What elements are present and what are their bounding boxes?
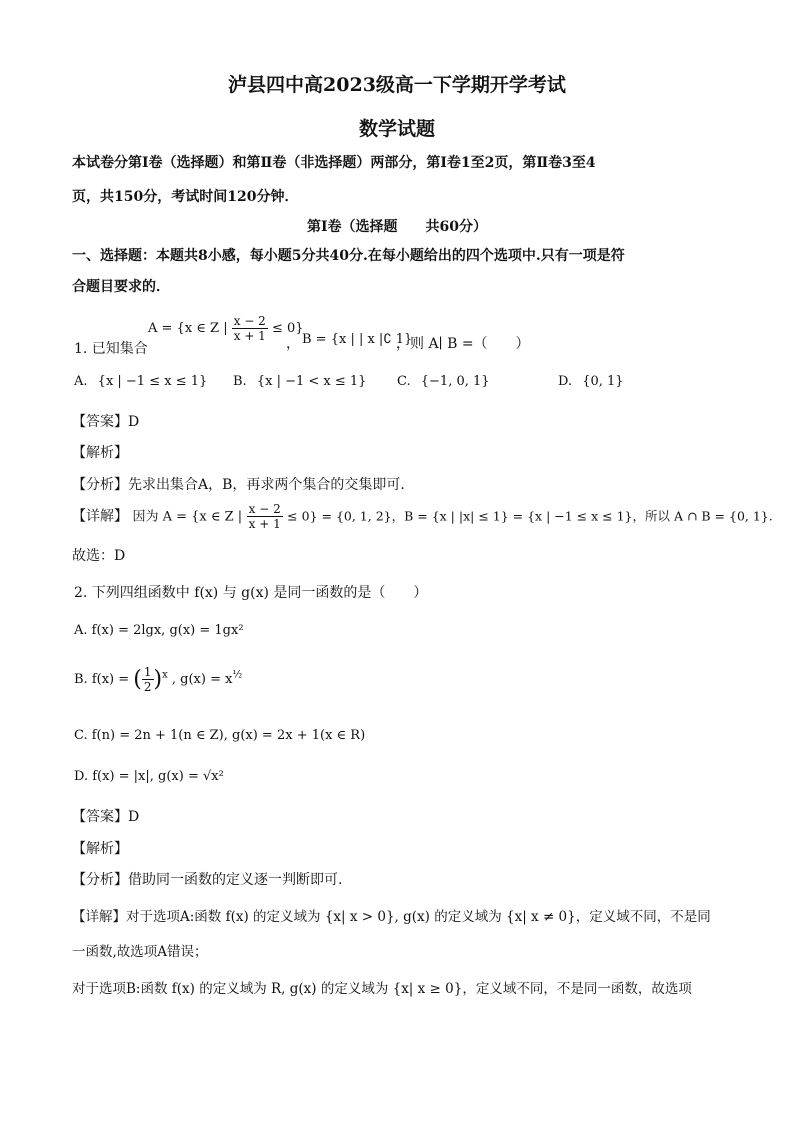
q1-option-b-text: {x | −1 < x ≤ 1}: [256, 374, 367, 389]
q1-detail-fraction: [247, 502, 283, 531]
q2-option-b-rest: , g(x) = x: [171, 672, 233, 687]
q1-detail-post: ≤ 0} = {0, 1, 2}，B = {x | |x| ≤ 1} = {x | −1 ≤ x ≤ 1}，所以 A ∩ B = {0, 1}.: [287, 508, 773, 524]
q2-fenxi-text: 借助同一函数的定义逐一判断即可.: [128, 872, 343, 888]
q2-option-b-fraction: [142, 665, 154, 694]
q1-option-a-label: A.: [74, 374, 88, 389]
q2-analysis-tag: 【解析】: [72, 841, 128, 857]
q1-set-a-left: A = {x ∈ Z |: [148, 321, 228, 336]
q1-answer-value: D: [128, 414, 140, 430]
page-title: 泸县四中高2023级高一下学期开学考试: [228, 74, 566, 96]
q1-detail-fraction-numerator: x − 2: [248, 502, 281, 516]
q1-choose: 故选：D: [72, 548, 126, 564]
q2-answer-tag: 【答案】: [72, 809, 128, 825]
q2-detail-line-2: 一函数,故选项A错误；: [72, 944, 208, 960]
q2-option-b[interactable]: [74, 665, 242, 694]
q2-option-d[interactable]: D. f(x) = |x|, g(x) = √x²: [74, 769, 224, 784]
q1-set-a: [148, 314, 304, 343]
q1-option-d-label: D.: [558, 374, 573, 389]
q2-option-b-fraction-numerator: 1: [143, 665, 152, 679]
q1-fenxi: [72, 474, 405, 494]
q1-option-d-text: {0, 1}: [582, 374, 624, 389]
q2-option-b-fraction-denominator: 2: [143, 680, 152, 694]
intro-line-2: 页，共150分，考试时间120分钟．: [72, 189, 299, 205]
q1-option-c-label: C.: [397, 374, 411, 389]
q1-detail: [72, 502, 773, 531]
q2-answer: [72, 806, 139, 826]
q2-detail-tag: 【详解】: [72, 909, 126, 925]
q1-option-b-label: B.: [233, 374, 247, 389]
q1-answer: [72, 411, 139, 431]
q1-set-b: B = {x | | x |∁ 1}: [302, 332, 413, 347]
q1-fenxi-tag: 【分析】: [72, 477, 128, 493]
q2-detail-text-1: 对于选项A:函数 f(x) 的定义域为 {x| x > 0}, g(x) 的定义域为 {x| x ≠ 0}，定义域不同，不是同: [126, 909, 711, 925]
q1-set-a-right: ≤ 0}: [271, 321, 304, 336]
intro-line-1: 本试卷分第Ⅰ卷（选择题）和第Ⅱ卷（非选择题）两部分，第Ⅰ卷1至2页，第Ⅱ卷3至4: [72, 155, 596, 171]
q2-option-a[interactable]: A. f(x) = 2lgx, g(x) = 1gx²: [74, 623, 244, 638]
q1-option-d[interactable]: [558, 374, 624, 389]
q1-option-c-text: {−1, 0, 1}: [420, 374, 490, 389]
section-instruction-1: 一、选择题：本题共8小感，每小题5分共40分.在每小题给出的四个选项中.只有一项是符: [72, 248, 625, 264]
page-subtitle: 数学试题: [358, 118, 435, 140]
q2-fenxi: [72, 869, 342, 889]
q1-option-a-text: {x | −1 ≤ x ≤ 1}: [97, 374, 208, 389]
q1-fraction: [232, 314, 268, 343]
q1-option-c[interactable]: [397, 374, 490, 389]
q1-comma: ，: [286, 336, 300, 352]
q1-detail-tag: 【详解】: [72, 508, 128, 525]
section-instruction-2: 合题目要求的．: [72, 279, 170, 295]
q1-detail-fraction-denominator: x + 1: [248, 517, 281, 531]
q1-fraction-denominator: x + 1: [233, 329, 266, 343]
q2-detail-line-1: [72, 905, 711, 925]
q2-option-b-label: B. f(x) =: [74, 672, 130, 687]
q2-option-b-rest-exponent: ½: [232, 669, 243, 681]
q1-option-b[interactable]: [233, 374, 366, 389]
q2-option-b-exponent: x: [162, 669, 168, 681]
q2-fenxi-tag: 【分析】: [72, 872, 128, 888]
q1-detail-pre: 因为 A = {x ∈ Z |: [132, 509, 243, 525]
q2-option-b-left-paren: (: [133, 667, 142, 692]
q1-option-a[interactable]: [74, 374, 207, 389]
q2-option-c[interactable]: C. f(n) = 2n + 1(n ∈ Z), g(x) = 2x + 1(x ∈ R): [74, 728, 366, 743]
q1-prefix: 1. 已知集合: [74, 341, 148, 357]
q1-fraction-numerator: x − 2: [233, 314, 266, 328]
q2-detail-line-3: 对于选项B:函数 f(x) 的定义域为 R, g(x) 的定义域为 {x| x ≥ 0}，定义域不同，不是同一函数，故选项: [72, 981, 692, 997]
q1-question: ，则 A∣ B =（ ）: [396, 336, 530, 352]
q2-answer-value: D: [128, 809, 140, 825]
q2-stem: 2. 下列四组函数中 f(x) 与 g(x) 是同一函数的是（ ）: [74, 585, 428, 601]
q1-answer-tag: 【答案】: [72, 414, 128, 430]
q1-fenxi-text: 先求出集合A，B，再求两个集合的交集即可.: [128, 477, 405, 493]
q1-analysis-tag: 【解析】: [72, 445, 128, 461]
section-heading: 第Ⅰ卷（选择题 共60分）: [306, 219, 488, 235]
q2-option-b-right-paren: ): [153, 667, 163, 692]
